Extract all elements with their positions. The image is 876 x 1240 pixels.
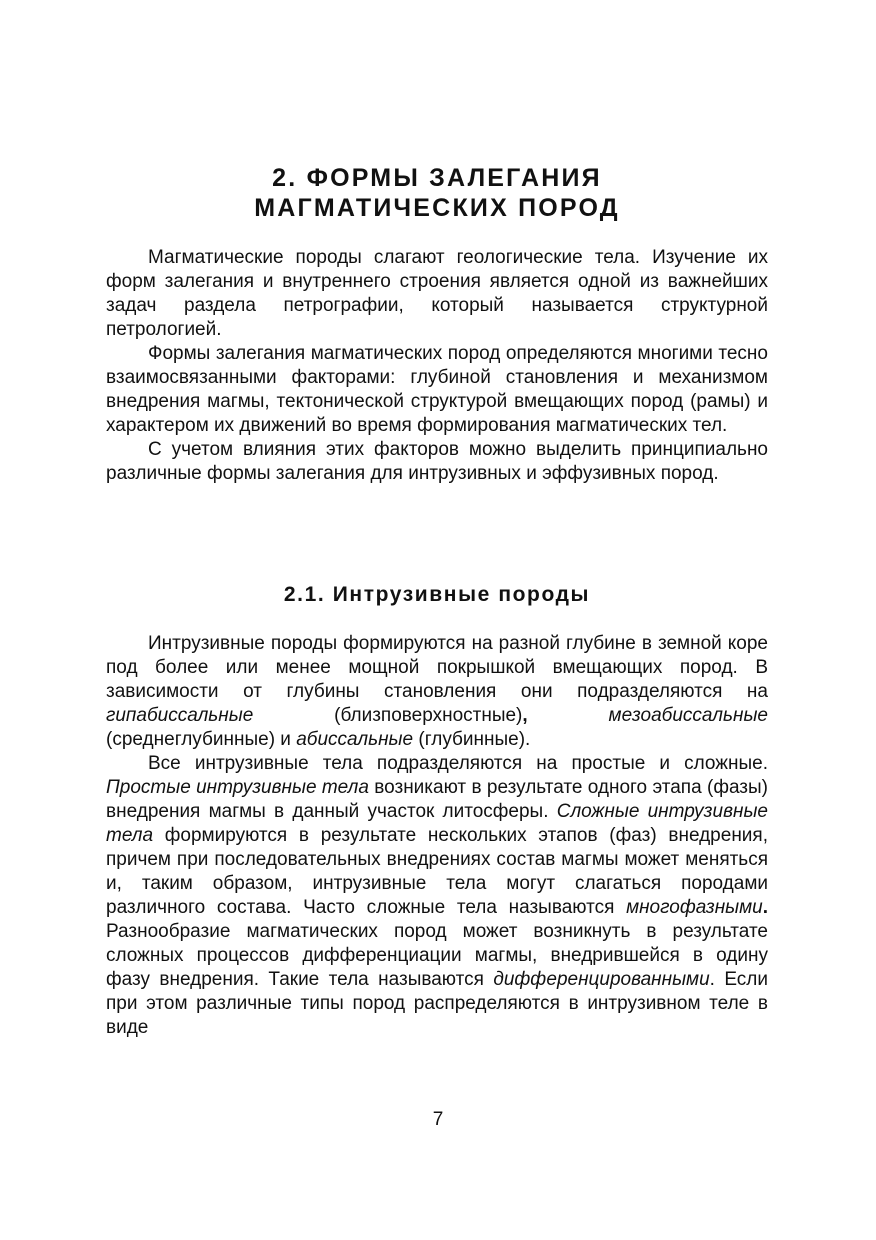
term-multiphase: многофазными [626, 897, 763, 918]
chapter-title-line-1: 2. ФОРМЫ ЗАЛЕГАНИЯ [272, 164, 602, 192]
text-run: Интрузивные породы формируются на разной глубине в земной коре под более или менее мощной покрышкой вмещающих пород. В зависимости от глубины становления они подразделяются на [106, 633, 768, 702]
text-run: . Если при этом различные типы пород распределяются в интрузивном теле в виде [106, 969, 769, 1038]
term-differentiated: дифференцированными [493, 969, 710, 990]
paragraph [106, 632, 768, 752]
term-mesoabyssal: мезоабиссальные [608, 705, 768, 726]
term-hypabyssal: гипабиссальные [106, 705, 254, 726]
text-run: (глубинные). [413, 729, 531, 750]
section-title: 2.1. Интрузивные породы [283, 583, 591, 606]
page-number: 7 [432, 1109, 444, 1130]
text-run: (близповерхностные) [253, 705, 523, 726]
section-body [106, 632, 768, 1040]
chapter-title-line-2: МАГМАТИЧЕСКИХ ПОРОД [254, 194, 620, 222]
term-abyssal: абиссальные [296, 729, 414, 750]
chapter-title [106, 163, 768, 223]
term-simple-intrusive-bodies: Простые интрузивные тела [106, 777, 369, 798]
text-run: Все интрузивные тела подразделяются на простые и сложные. [148, 753, 768, 774]
bold-period: . [762, 897, 768, 918]
text-run: Разнообразие магматических пород может возникнуть в результате сложных процессов дифференциации магмы, внедрившейся в одину фазу внедрения. Такие тела называются [106, 921, 768, 990]
paragraph: С учетом влияния этих факторов можно выделить принципиально различные формы залегания для интрузивных и эффузивных пород. [106, 439, 768, 484]
text-run: (среднеглубинные) и [106, 729, 297, 750]
chapter-intro [106, 246, 768, 486]
paragraph: Магматические породы слагают геологические тела. Изучение их форм залегания и внутреннего строения является одной из важнейших задач раздела петрографии, который называется структурной петрологией. [106, 247, 768, 340]
text-run [528, 705, 609, 726]
bold-comma: , [522, 705, 528, 726]
text-run: возникают в результате одного этапа (фазы) внедрения магмы в данный участок литосферы. [106, 777, 768, 822]
paragraph: Формы залегания магматических пород определяются многими тесно взаимосвязанными факторами: глубиной становления и механизмом внедрения магмы, тектонической структурой вмещающих пород (рамы) и характером их движений во время формирования магматических тел. [106, 343, 768, 436]
term-complex-intrusive-bodies: Сложные интрузивные тела [106, 801, 768, 846]
text-run: формируются в результате нескольких этапов (фаз) внедрения, причем при последовательных внедрениях состав магмы может меняться и, таким образом, интрузивные тела могут слагаться породами различного состава. Часто сложные тела называются [106, 825, 768, 918]
paragraph [106, 752, 768, 1040]
